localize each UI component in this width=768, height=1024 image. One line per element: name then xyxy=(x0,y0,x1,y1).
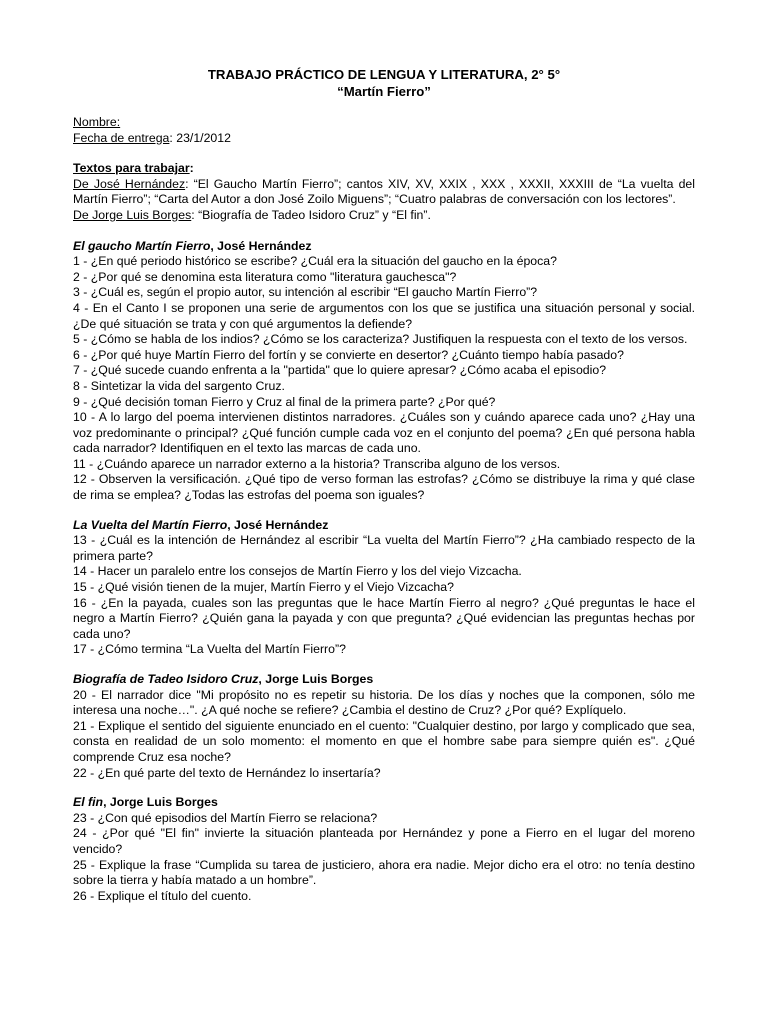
date-line xyxy=(73,131,695,147)
borges-texts xyxy=(73,208,695,224)
question-item: 14 - Hacer un paralelo entre los consejos de Martín Fierro y los del viejo Vizcacha. xyxy=(73,564,522,579)
document-title: TRABAJO PRÁCTICO DE LENGUA Y LITERATURA, 2° 5° xyxy=(207,67,561,82)
question-item: 22 - ¿En qué parte del texto de Hernández lo insertaría? xyxy=(73,765,381,780)
question-item: 26 - Explique el título del cuento. xyxy=(73,888,252,903)
question-item: 10 - A lo largo del poema intervienen distintos narradores. ¿Cuáles son y cuándo aparece cada uno? ¿Hay una voz predominante o principal? ¿Qué función cumple cada voz en el conjunto del poema? ¿En qué persona habla cada narrador? Identifiquen en el texto las marcas de cada uno. xyxy=(73,410,695,456)
question-item: 23 - ¿Con qué episodios del Martín Fierro se relaciona? xyxy=(73,810,378,825)
date-label: Fecha de entrega xyxy=(73,130,170,145)
question-item: 24 - ¿Por qué "El fin" invierte la situación planteada por Hernández y pone a Fierro en el lugar del moreno vencido? xyxy=(73,826,695,856)
borges-text: : “Biografía de Tadeo Isidoro Cruz” y “El fin”. xyxy=(191,207,431,222)
question-item: 1 - ¿En qué periodo histórico se escribe? ¿Cuál era la situación del gaucho en la época? xyxy=(73,254,557,269)
date-value: : 23/1/2012 xyxy=(169,130,231,145)
section-heading: Biografía de Tadeo Isidoro Cruz, Jorge Luis Borges xyxy=(73,672,374,686)
question-item: 11 - ¿Cuándo aparece un narrador externo a la historia? Transcriba alguno de los versos. xyxy=(73,456,561,471)
question-item: 17 - ¿Cómo termina “La Vuelta del Martín Fierro”? xyxy=(73,642,346,657)
document-subtitle: “Martín Fierro” xyxy=(337,84,431,99)
question-item: 16 - ¿En la payada, cuales son las preguntas que le hace Martín Fierro al negro? ¿Qué preguntas le hace el negro a Martín Fierro? ¿Quién gana la payada y con que pregunta? ¿Qué evidencian las preguntas hechas por cada uno? xyxy=(73,595,695,641)
question-item: 9 - ¿Qué decisión toman Fierro y Cruz al final de la primera parte? ¿Por qué? xyxy=(73,394,496,409)
question-item: 25 - Explique la frase “Cumplida su tarea de justiciero, ahora era nadie. Mejor dicho era el otro: no tenía destino sobre la tierra y había matado a un hombre”. xyxy=(73,857,695,888)
question-item: 5 - ¿Cómo se habla de los indios? ¿Cómo se los caracteriza? Justifiquen la respuesta con el texto de los versos. xyxy=(73,332,688,347)
question-item: 6 - ¿Por qué huye Martín Fierro del fortín y se convierte en desertor? ¿Cuánto tiempo había pasado? xyxy=(73,347,624,362)
question-item: 12 - Observen la versificación. ¿Qué tipo de verso forman las estrofas? ¿Cómo se distribuye la rima y qué clase de rima se emplea? ¿Todas las estrofas del poema son iguales? xyxy=(73,472,695,503)
borges-label: De Jorge Luis Borges xyxy=(73,207,192,222)
question-item: 2 - ¿Por qué se denomina esta literatura como "literatura gauchesca"? xyxy=(73,269,457,284)
question-item: 13 - ¿Cuál es la intención de Hernández al escribir “La vuelta del Martín Fierro”? ¿Ha cambiado respecto de la primera parte? xyxy=(73,533,695,563)
section-heading: El gaucho Martín Fierro, José Hernández xyxy=(73,238,312,253)
name-line xyxy=(73,115,695,131)
question-item: 4 - En el Canto I se proponen una serie de argumentos con los que se justifica una situación personal y social. ¿De qué situación se trata y con qué argumentos la defiende? xyxy=(73,300,695,331)
question-item: 21 - Explique el sentido del siguiente enunciado en el cuento: "Cualquier destino, por largo y complicado que sea, consta en realidad de un solo momento: el momento en que el hombre sabe para siempre quién es". ¿Qué comprende Cruz esa noche? xyxy=(73,718,695,764)
hernandez-texts xyxy=(73,177,695,208)
section-heading: La Vuelta del Martín Fierro, José Hernández xyxy=(73,517,329,532)
question-item: 20 - El narrador dice "Mi propósito no es repetir su historia. De los días y noches que la componen, sólo me interesa una noche…". ¿A qué noche se refiere? ¿Cambia el destino de Cruz? ¿Por qué? Explíquelo. xyxy=(73,687,695,718)
texts-heading: Textos para trabajar xyxy=(73,161,190,176)
name-label: Nombre: xyxy=(73,115,121,129)
texts-heading-line: Textos para trabajar: xyxy=(73,161,194,176)
question-item: 8 - Sintetizar la vida del sargento Cruz. xyxy=(73,378,285,393)
hernandez-text: : “El Gaucho Martín Fierro”; cantos XIV, XV, XXIX , XXX , XXXII, XXXIII de “La vuelta del Martín Fierro”; “Carta del Autor a don José Zoilo Miguens”; “Cuatro palabras de conversación con los lectores”. xyxy=(73,176,695,207)
hernandez-label: De José Hernández xyxy=(73,176,186,191)
section-heading: El fin, Jorge Luis Borges xyxy=(73,795,218,810)
question-item: 15 - ¿Qué visión tienen de la mujer, Martín Fierro y el Viejo Vizcacha? xyxy=(73,580,454,595)
question-item: 7 - ¿Qué sucede cuando enfrenta a la "partida" que lo quiere apresar? ¿Cómo acaba el episodio? xyxy=(73,363,607,378)
question-item: 3 - ¿Cuál es, según el propio autor, su intención al escribir “El gaucho Martín Fierro”? xyxy=(73,285,538,300)
